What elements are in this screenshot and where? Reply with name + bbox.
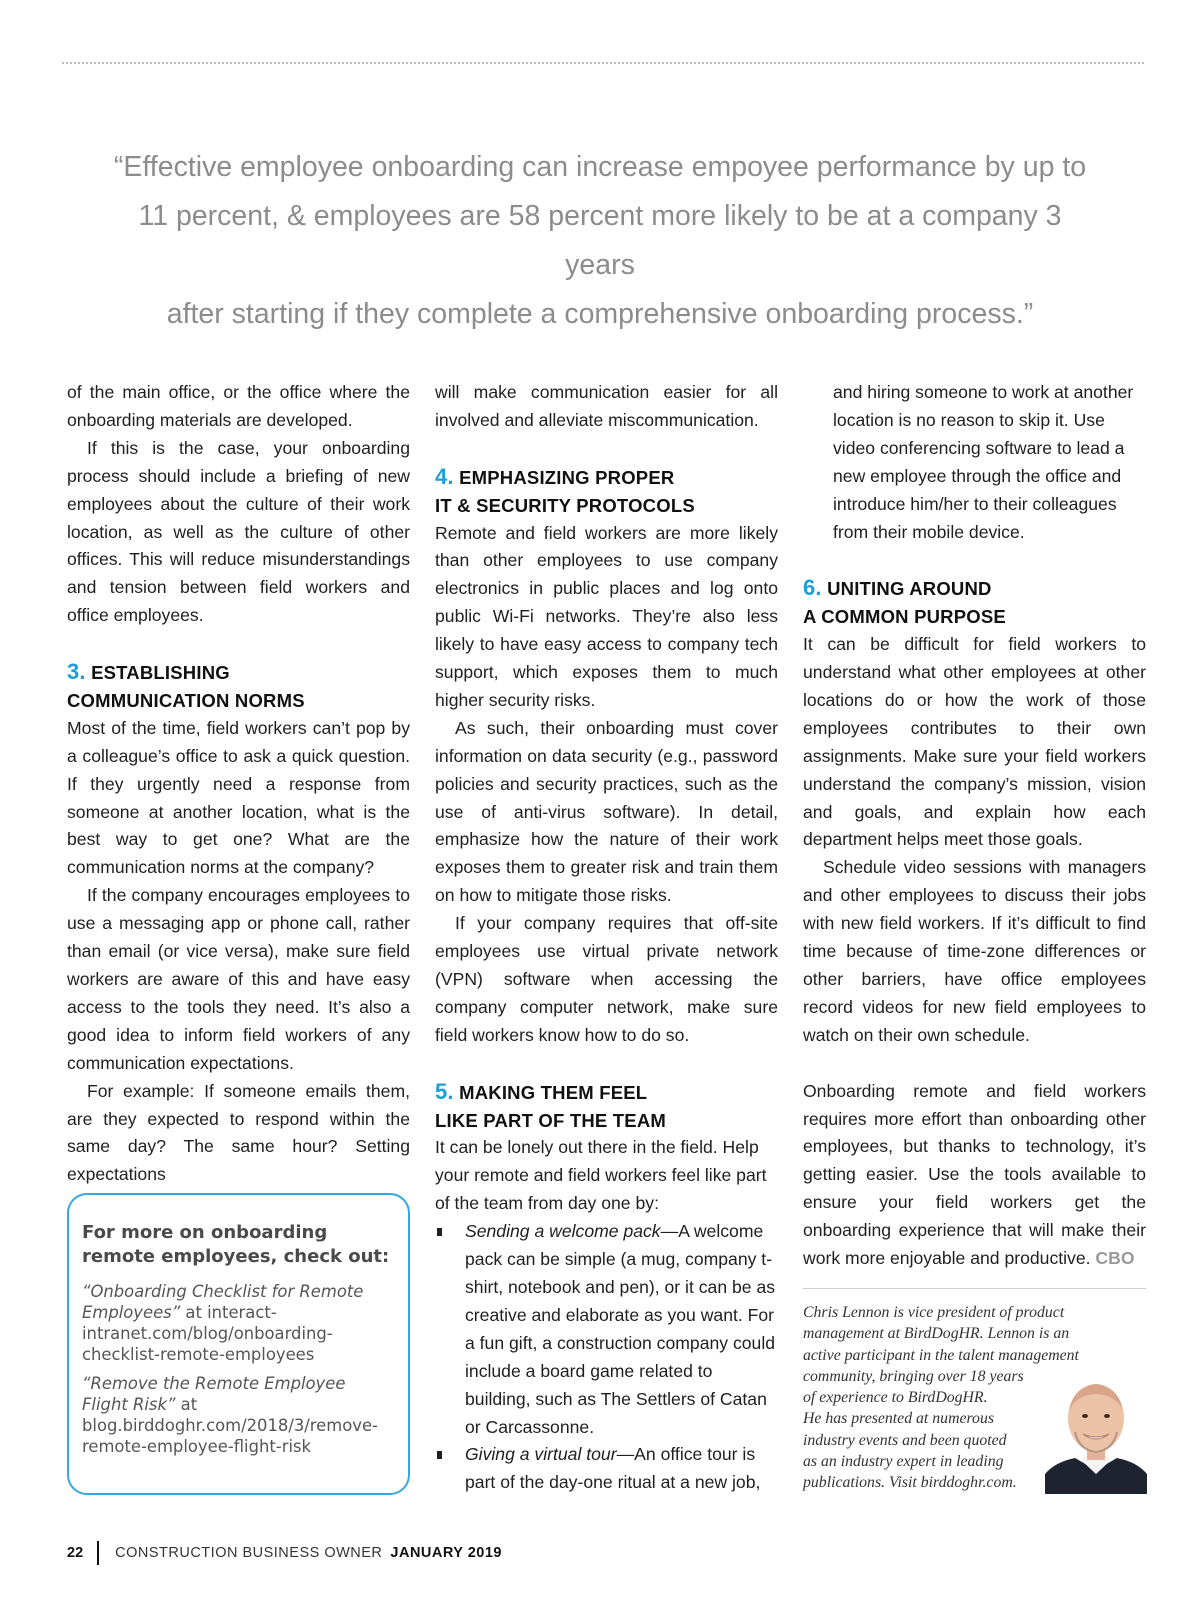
section-title: ESTABLISHING [91,662,230,684]
section-5-heading [435,1078,778,1135]
paragraph: If your company requires that off-site employees use virtual private network (VPN) software when accessing the company computer network, make sure field workers know how to do so. [435,913,778,1045]
list-item [435,1218,778,1441]
paragraph: It can be lonely out there in the field. Help your remote and field workers feel like part of the team from day one by: [435,1137,767,1214]
closing-text: Onboarding remote and field workers requires more effort than onboarding other employees, but thanks to technology, it’s getting easier. Use the tools available to ensure your field workers get the onboarding experience that will make their work more enjoyable and productive. [803,1080,1146,1269]
pull-quote [100,143,1100,339]
callout-item-title: “Remove the Remote Employee Flight Risk” [82,1374,346,1414]
paragraph: Remote and field workers are more likely than other employees to use company electronics in public places and log onto public Wi-Fi networks. They’re also less likely to have easy access to company tech support, which exposes them to much higher security risks. [435,522,778,710]
bio-line: He has presented at numerous [803,1410,994,1428]
pull-quote-line: after starting if they complete a comprehensive onboarding process.” [166,298,1034,330]
pull-quote-line: 11 percent, & employees are 58 percent more likely to be at a company 3 years [138,200,1062,281]
page-number: 22 [67,1545,84,1561]
section-title: COMMUNICATION NORMS [67,689,305,711]
bullet-text: —A welcome pack can be simple (a mug, company t-shirt, notebook and pen), or it can be as creative and elaborate as you want. For a fun gift, a construction company could include a board game related to building, such as The Settlers of Catan or Carcassonne. [465,1221,776,1437]
column-3 [803,379,1146,1273]
column-2 [435,379,778,1497]
further-reading-callout [67,1193,410,1495]
section-number: 6. [803,575,822,601]
column-1 [67,379,410,1189]
section-title: IT & SECURITY PROTOCOLS [435,494,695,516]
bullet-lead: Giving a virtual tour [465,1444,617,1465]
issue-date: JANUARY 2019 [390,1545,502,1561]
section-title: UNITING AROUND [827,578,992,600]
bio-line: of experience to BirdDogHR. [803,1389,988,1407]
paragraph [803,1078,1146,1273]
section-number: 4. [435,463,454,489]
end-mark: CBO [1095,1248,1135,1269]
paragraph: It can be difficult for field workers to understand what other employees at other locations do or how the work of those employees contributes to their own assignments. Make sure your field workers understand the company’s mission, vision and goals, and explain how each department helps meet those goals. [803,634,1146,850]
section-title: MAKING THEM FEEL [459,1081,648,1103]
paragraph: As such, their onboarding must cover information on data security (e.g., password policies and security practices, such as the use of anti-virus software). In detail, emphasize how the nature of their work exposes them to greater risk and train them on how to mitigate those risks. [435,717,778,906]
bio-line: as an industry expert in leading [803,1453,1004,1471]
callout-item-url: at interact-intranet.com/blog/onboarding-checklist-remote-employees [82,1303,333,1364]
bullet-text: —An office tour is part of the day-one ritual at a new job, [465,1444,761,1493]
bio-line: publications. Visit birddoghr.com. [803,1474,1017,1492]
bullet-icon [437,1451,442,1459]
bullet-list [435,1218,778,1497]
section-6-heading [803,574,1146,631]
bullet-lead: Sending a welcome pack [465,1221,661,1242]
section-4-heading [435,463,778,520]
paragraph: If this is the case, your onboarding process should include a briefing of new employees about the culture of their work location, as well as the culture of other offices. This will reduce misunderstandings and tension between field workers and office employees. [67,437,410,626]
callout-item [82,1373,396,1457]
bio-divider [803,1288,1146,1289]
paragraph: For example: If someone emails them, are they expected to respond within the same day? The same hour? Setting expectations [67,1080,410,1185]
paragraph: Schedule video sessions with managers and other employees to discuss their jobs with new field workers. If it’s difficult to find time because of time-zone differences or other barriers, have office employees record videos for new field employees to watch on their own schedule. [803,857,1146,1045]
author-portrait-icon [1045,1370,1147,1494]
bio-line: Chris Lennon is vice president of product [803,1304,1065,1321]
bio-line: community, bringing over 18 years [803,1367,1024,1385]
top-dotted-rule [62,62,1144,64]
callout-item-title: “Onboarding Checklist for Remote Employees” [82,1282,364,1322]
paragraph: of the main office, or the office where the onboarding materials are developed. [67,382,410,430]
callout-item [82,1281,396,1365]
bullet-icon [437,1228,442,1236]
paragraph: Most of the time, field workers can’t pop by a colleague’s office to ask a quick question. If they urgently need a response from someone at another location, what is the best way to get one? What are the communication norms at the company? [67,717,410,878]
callout-item-url: at blog.birddoghr.com/2018/3/remove-remote-employee-flight-risk [82,1395,378,1456]
author-portrait [1045,1370,1147,1494]
paragraph: If the company encourages employees to use a messaging app or phone call, rather than email (or vice versa), make sure field workers are aware of this and have easy access to the tools they need. It’s also a good idea to inform field workers of any communication expectations. [67,885,410,1073]
list-item [435,1441,778,1497]
publication-name: CONSTRUCTION BUSINESS OWNER [115,1545,383,1561]
section-number: 3. [67,659,86,685]
paragraph: will make communication easier for all involved and alleviate miscommunication. [435,382,778,430]
pull-quote-line: “Effective employee onboarding can increase empoyee performance by up to [113,151,1087,183]
bio-line: management at BirdDogHR. Lennon is an [803,1325,1070,1343]
section-title: A COMMON PURPOSE [803,606,1006,628]
callout-heading: For more on onboarding remote employees, check out: [82,1222,390,1267]
paragraph: and hiring someone to work at another location is no reason to skip it. Use video conferencing software to lead a new employee through the office and introduce him/her to their colleagues from their mobile device. [833,382,1134,542]
bio-line: industry events and been quoted [803,1431,1007,1449]
section-3-heading [67,658,410,715]
section-number: 5. [435,1078,454,1104]
page-footer [67,1538,502,1568]
footer-divider [97,1541,99,1565]
section-title: LIKE PART OF THE TEAM [435,1109,666,1131]
bio-line: active participant in the talent management [803,1346,1079,1364]
section-title: EMPHASIZING PROPER [459,466,675,488]
